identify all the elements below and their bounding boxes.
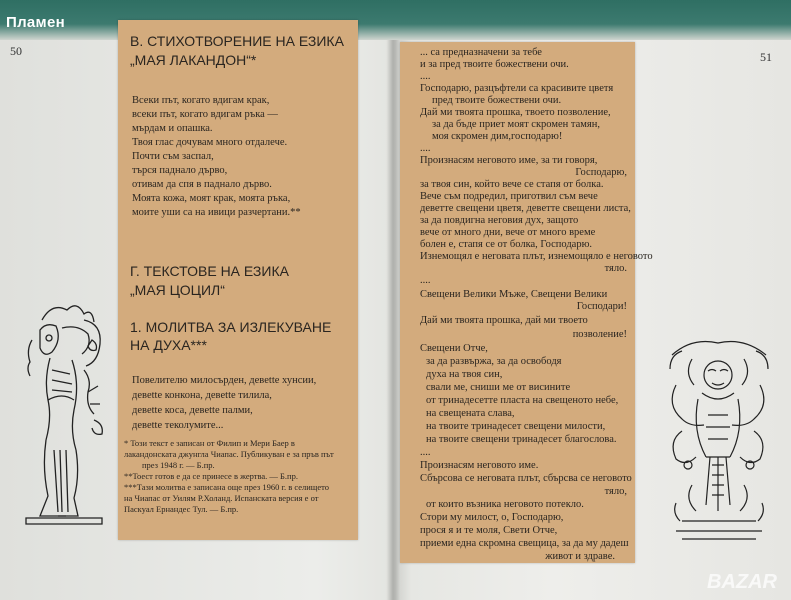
verse-line: ... са предназначени за тебе: [420, 47, 542, 58]
poem-line: мърдам и опашка.: [132, 123, 213, 134]
verse-line: позволение!: [572, 329, 627, 340]
verse-line: Господарю,: [575, 167, 627, 178]
poem-line: Почти съм заспал,: [132, 151, 214, 162]
section-b-title-line1: В. СТИХОТВОРЕНИЕ НА ЕЗИКА: [130, 33, 344, 49]
verse-line: деветте свещени цветя, деветте свещени листа,: [420, 203, 631, 214]
verse-line: живот и здраве.: [545, 551, 615, 562]
verse-ellipsis: ....: [420, 143, 431, 154]
verse-line: Свещени Велики Мъже, Свещени Велики: [420, 289, 608, 300]
bazar-watermark-logo: BAZAR: [707, 571, 777, 593]
footnote-line: * Този текст е записан от Филип и Мери Баер в: [124, 438, 295, 448]
verse-line: Дай ми твоята прошка, твоето позволение,: [420, 107, 611, 118]
verse-line: Произнасям неговото име.: [420, 460, 539, 471]
prayer-line: девette коса, девette палми,: [132, 405, 253, 416]
section-g-title-line1: Г. ТЕКСТОВЕ НА ЕЗИКА: [130, 263, 289, 279]
verse-line: за да бъде приет моят скромен тамян,: [432, 119, 601, 130]
verse-line: Господари!: [576, 301, 627, 312]
left-page-number: 50: [10, 44, 22, 58]
verse-ellipsis: ....: [420, 275, 431, 286]
footnote-line: Паскуал Ернандес Тул. — Б.пр.: [124, 504, 239, 514]
poem-line: търся паднало дърво,: [132, 165, 228, 176]
prayer-line: Повелителю милосърден, девette хунсии,: [132, 375, 317, 386]
verse-line: на твоите свещени тринадесет благослова.: [426, 434, 617, 445]
verse-line: свали ме, сниши ме от висините: [426, 382, 571, 393]
maya-figure-left-illustration: [22, 300, 114, 525]
verse-line: тяло.: [604, 263, 627, 274]
poem-line: отивам да спя в паднало дърво.: [132, 179, 272, 190]
poem-line: Всеки път, когато вдигам крак,: [132, 95, 270, 106]
book-gutter: [386, 0, 400, 600]
verse-line: болен е, стапя се от болка, Господарю.: [420, 239, 593, 250]
footnote-line: **Тоест готов е да се принесе в жертва. — Б.пр.: [124, 471, 298, 481]
verse-line: Изнемощял е неговата плът, изнемощяло е неговото: [420, 251, 653, 262]
footnote-line: ***Тази молитва е записана още през 1960 г. в селището: [124, 482, 329, 492]
prayer-line: девette теколумите...: [132, 420, 224, 431]
site-logo: Пламен: [6, 14, 65, 31]
poem-line: моите уши са на ивици разчертани.**: [132, 207, 301, 218]
verse-line: моя скромен дим,господарю!: [432, 131, 563, 142]
verse-line: пред твоите божествени очи.: [432, 95, 562, 106]
verse-line: Стори му милост, о, Господарю,: [420, 512, 564, 523]
verse-line: Господарю, разцъфтели са красивите цветя: [420, 83, 614, 94]
verse-line: Произнасям неговото име, за ти говоря,: [420, 155, 598, 166]
verse-line: тяло,: [604, 486, 627, 497]
poem-line: Твоя глас дочувам много отдалече.: [132, 137, 288, 148]
verse-line: от които възника неговото потекло.: [426, 499, 584, 510]
section-g-title-line2: „МАЯ ЦОЦИЛ“: [130, 282, 225, 298]
prayer-title-line2: НА ДУХА***: [130, 337, 207, 353]
verse-line: от тринадесетте пласта на свещеното небе,: [426, 395, 619, 406]
verse-line: за твоя син, който вече се стапя от болка.: [420, 179, 604, 190]
verse-line: приеми една скромна свещица, за да му дадеш: [420, 538, 629, 549]
right-page-number: 51: [760, 50, 772, 64]
verse-line: на свещената слава,: [426, 408, 515, 419]
verse-line: Свещени Отче,: [420, 343, 488, 354]
verse-ellipsis: ....: [420, 71, 431, 82]
verse-line: за да развържа, за да освободя: [426, 356, 562, 367]
left-text-panel: [118, 20, 358, 540]
maya-deity-right-illustration: [662, 335, 777, 545]
verse-line: вече от много дни, вече от много време: [420, 227, 596, 238]
verse-ellipsis: ....: [420, 447, 431, 458]
section-b-title-line2: „МАЯ ЛАКАНДОН“*: [130, 52, 257, 68]
verse-line: духа на твоя син,: [426, 369, 503, 380]
verse-line: за да повдигна неговия дух, защото: [420, 215, 579, 226]
right-text-panel: [400, 42, 653, 563]
verse-line: прося я и те моля, Свети Отче,: [420, 525, 558, 536]
verse-line: на твоите тринадесет свещени милости,: [426, 421, 606, 432]
verse-line: Дай ми твоята прошка, дай ми твоето: [420, 315, 588, 326]
poem-line: всеки път, когато вдигам ръка —: [132, 109, 278, 120]
footnote-line: лакандонската джунгла Чиапас. Публикуван е за пръв път: [124, 449, 334, 459]
prayer-line: девette конкона, девette тилила,: [132, 390, 272, 401]
footnote-line: през 1948 г. — Б.пр.: [142, 460, 215, 470]
footnote-line: на Чиапас от Уилям Р.Холанд. Испанската версия е от: [124, 493, 319, 503]
verse-line: Сбърсова се неговата плът, сбърсва се неговото: [420, 473, 632, 484]
verse-line: Вече съм подредил, приготвил съм вече: [420, 191, 598, 202]
prayer-title-line1: 1. МОЛИТВА ЗА ИЗЛЕКУВАНЕ: [130, 319, 332, 335]
verse-line: и за пред твоите божествени очи.: [420, 59, 569, 70]
poem-line: Моята кожа, моят крак, моята ръка,: [132, 193, 291, 204]
